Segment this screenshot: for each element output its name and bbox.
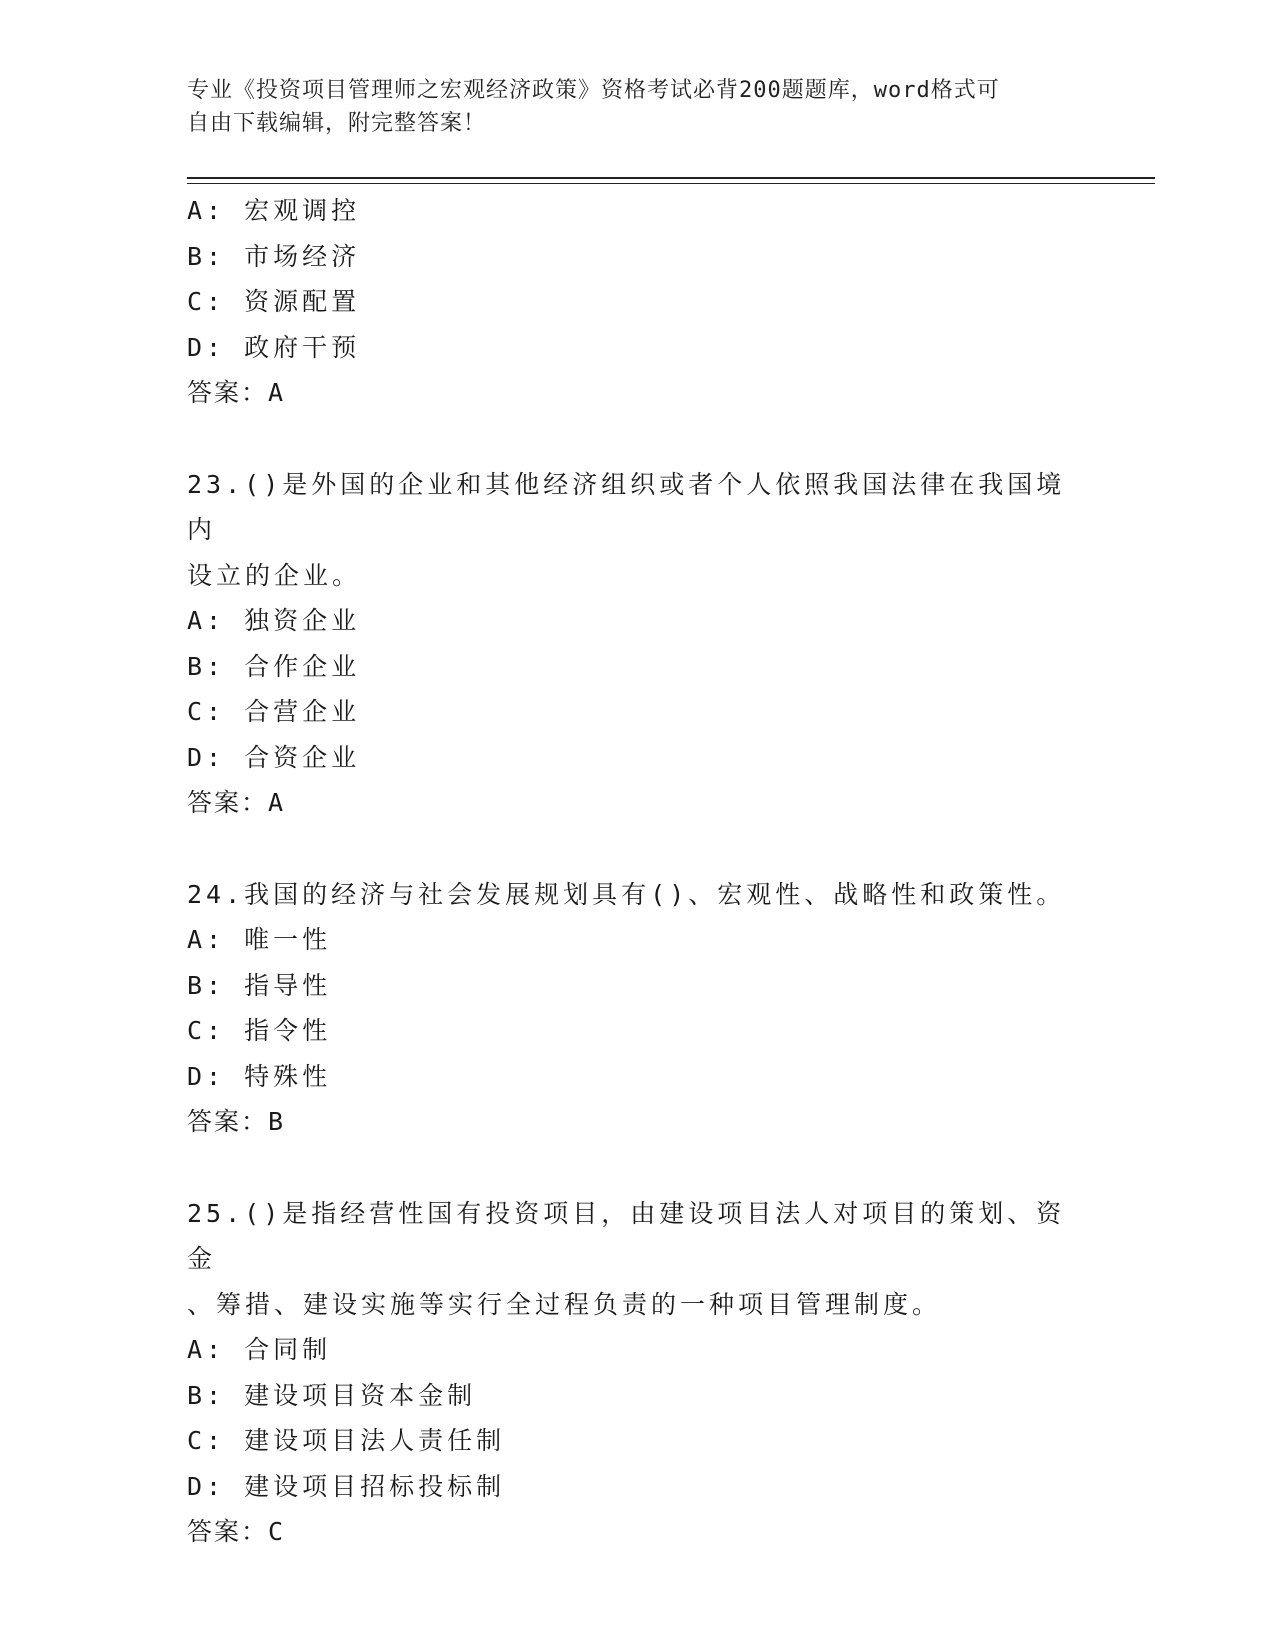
option-a: A: 唯一性 — [187, 925, 332, 954]
header-rule-thin — [187, 183, 1155, 184]
option-a: A: 宏观调控 — [187, 196, 361, 225]
answer-label: 答案： — [187, 1107, 269, 1136]
question-text-line-1: 24.我国的经济与社会发展规划具有()、宏观性、战略性和政策性。 — [187, 879, 1066, 909]
question-22 — [187, 188, 1087, 416]
question-text-line-2: 设立的企业。 — [187, 560, 362, 590]
option-d: D: 建设项目招标投标制 — [187, 1471, 506, 1501]
question-24 — [187, 872, 1087, 1145]
header-line-2: 自由下载编辑，附完整答案！ — [187, 111, 487, 136]
question-text-line-1: 25.()是指经营性国有投资项目，由建设项目法人对项目的策划、资金 — [187, 1198, 1066, 1273]
header-rule-thick — [187, 177, 1155, 179]
option-c: C: 资源配置 — [187, 287, 361, 316]
answer-line — [187, 370, 1087, 416]
header-line-1: 专业《投资项目管理师之宏观经济政策》资格考试必背200题题库，word格式可 — [187, 78, 1000, 103]
answer-line — [187, 780, 1087, 826]
question-25 — [187, 1191, 1087, 1555]
option-c: C: 合营企业 — [187, 697, 361, 726]
option-c: C: 建设项目法人责任制 — [187, 1426, 506, 1455]
question-23 — [187, 462, 1087, 826]
option-d: D: 政府干预 — [187, 332, 361, 362]
answer-line — [187, 1099, 1087, 1145]
option-a: A: 独资企业 — [187, 606, 361, 635]
option-d: D: 合资企业 — [187, 742, 361, 772]
option-c: C: 指令性 — [187, 1016, 332, 1045]
question-text-line-2: 、筹措、建设实施等实行全过程负责的一种项目管理制度。 — [187, 1289, 942, 1319]
option-a: A: 合同制 — [187, 1335, 332, 1364]
answer-value: C — [268, 1517, 284, 1546]
answer-label: 答案： — [187, 1517, 269, 1546]
option-b: B: 合作企业 — [187, 651, 361, 681]
answer-value: A — [268, 378, 284, 407]
answer-value: B — [268, 1107, 284, 1136]
question-list — [187, 188, 1087, 1555]
answer-value: A — [268, 788, 284, 817]
answer-line — [187, 1509, 1087, 1555]
option-b: B: 指导性 — [187, 970, 332, 1000]
question-text-line-1: 23.()是外国的企业和其他经济组织或者个人依照我国法律在我国境内 — [187, 469, 1066, 544]
option-d: D: 特殊性 — [187, 1061, 332, 1091]
answer-label: 答案： — [187, 788, 269, 817]
document-header — [187, 74, 1087, 140]
option-b: B: 市场经济 — [187, 241, 361, 271]
option-b: B: 建设项目资本金制 — [187, 1380, 477, 1410]
answer-label: 答案： — [187, 378, 269, 407]
